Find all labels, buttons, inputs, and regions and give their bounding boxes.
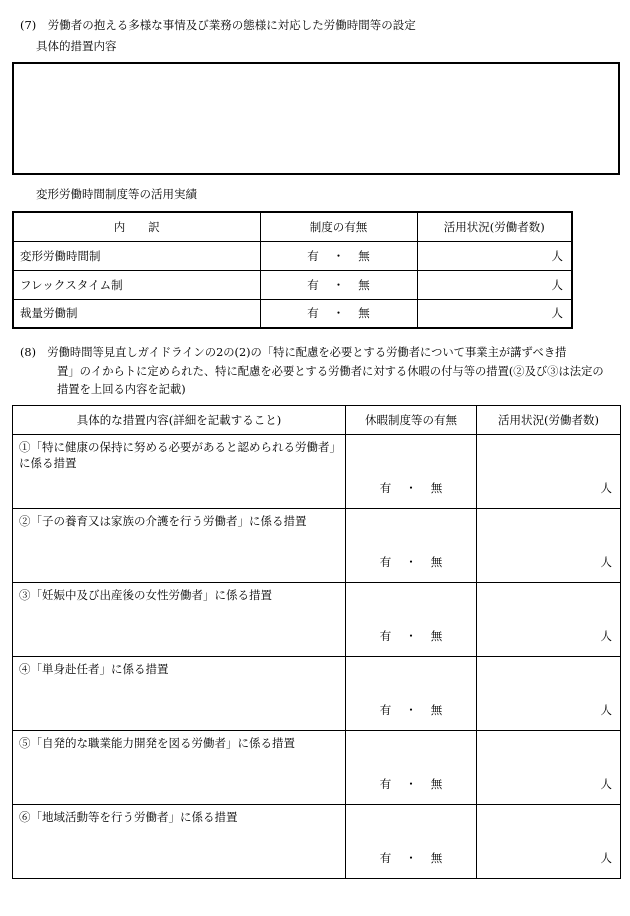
measures-text-box[interactable] bbox=[12, 62, 620, 175]
separator: ・ bbox=[405, 555, 417, 569]
table-row bbox=[13, 583, 621, 657]
header-leave-system: 休暇制度等の有無 bbox=[346, 406, 477, 435]
measure-label: ⑥「地域活動等を行う労働者」に係る措置 bbox=[19, 810, 238, 824]
measure-cell[interactable] bbox=[13, 435, 346, 509]
unit-label: 人 bbox=[551, 248, 563, 263]
header-system: 制度の有無 bbox=[260, 212, 417, 241]
yes-option[interactable]: 有 bbox=[379, 629, 392, 643]
worker-count-field[interactable] bbox=[477, 657, 621, 731]
yes-option[interactable]: 有 bbox=[379, 555, 392, 569]
yes-option[interactable]: 有 bbox=[307, 248, 319, 263]
worker-count-field[interactable] bbox=[417, 270, 572, 299]
section8-line3: 措置を上回る内容を記載) bbox=[57, 383, 186, 396]
flex-work-table bbox=[12, 211, 573, 329]
worker-count-field[interactable] bbox=[477, 583, 621, 657]
table-row bbox=[13, 435, 621, 509]
no-option[interactable]: 無 bbox=[358, 306, 370, 321]
unit-label: 人 bbox=[600, 703, 612, 717]
no-option[interactable]: 無 bbox=[430, 703, 443, 717]
worker-count-field[interactable] bbox=[477, 731, 621, 805]
section8-line1: (8) 労働時間等見直しガイドラインの2の(2)の「特に配慮を必要とする労働者について事業主が講ずべき措 bbox=[20, 346, 567, 359]
unit-label: 人 bbox=[600, 851, 612, 865]
no-option[interactable]: 無 bbox=[430, 851, 443, 865]
measure-label: ⑤「自発的な職業能力開発を図る労働者」に係る措置 bbox=[19, 736, 295, 750]
separator: ・ bbox=[332, 277, 345, 292]
worker-count-field[interactable] bbox=[477, 509, 621, 583]
table-row bbox=[13, 270, 572, 299]
unit-label: 人 bbox=[600, 481, 612, 495]
measure-cell[interactable] bbox=[13, 731, 346, 805]
results-heading: 変形労働時間制度等の活用実績 bbox=[36, 187, 197, 201]
section8-line2: 置」のイからトに定められた、特に配慮を必要とする労働者に対する休暇の付与等の措置(②及び③は法定の bbox=[57, 365, 604, 378]
section7-title: (7) 労働者の抱える多様な事情及び業務の態様に対応した労働時間等の設定 bbox=[20, 18, 416, 32]
worker-count-field[interactable] bbox=[477, 805, 621, 879]
header-usage: 活用状況(労働者数) bbox=[417, 212, 572, 241]
worker-count-field[interactable] bbox=[417, 299, 572, 328]
yes-no-choice[interactable] bbox=[346, 435, 477, 509]
table-header-row bbox=[13, 406, 621, 435]
yes-option[interactable]: 有 bbox=[379, 777, 392, 791]
separator: ・ bbox=[405, 629, 417, 643]
measure-label: ①「特に健康の保持に努める必要があると認められる労働者」に係る措置 bbox=[19, 440, 336, 470]
measure-cell[interactable] bbox=[13, 583, 346, 657]
unit-label: 人 bbox=[600, 555, 612, 569]
header-measures: 具体的な措置内容(詳細を記載すること) bbox=[13, 406, 346, 435]
no-option[interactable]: 無 bbox=[430, 777, 443, 791]
table-row bbox=[13, 299, 572, 328]
separator: ・ bbox=[405, 481, 417, 495]
table-row bbox=[13, 805, 621, 879]
yes-no-choice[interactable] bbox=[260, 270, 417, 299]
separator: ・ bbox=[332, 248, 345, 263]
header-breakdown: 内 訳 bbox=[13, 212, 260, 241]
yes-option[interactable]: 有 bbox=[379, 481, 392, 495]
yes-no-choice[interactable] bbox=[346, 657, 477, 731]
yes-no-choice[interactable] bbox=[346, 731, 477, 805]
row-label: フレックスタイム制 bbox=[13, 270, 260, 299]
table-row bbox=[13, 241, 572, 270]
yes-no-choice[interactable] bbox=[260, 299, 417, 328]
header-usage: 活用状況(労働者数) bbox=[477, 406, 621, 435]
yes-no-choice[interactable] bbox=[346, 509, 477, 583]
yes-option[interactable]: 有 bbox=[379, 703, 392, 717]
table-header-row bbox=[13, 212, 572, 241]
no-option[interactable]: 無 bbox=[430, 629, 443, 643]
unit-label: 人 bbox=[551, 306, 563, 321]
row-label: 裁量労働制 bbox=[13, 299, 260, 328]
measure-cell[interactable] bbox=[13, 509, 346, 583]
row-label: 変形労働時間制 bbox=[13, 241, 260, 270]
yes-option[interactable]: 有 bbox=[379, 851, 392, 865]
no-option[interactable]: 無 bbox=[358, 248, 370, 263]
unit-label: 人 bbox=[600, 629, 612, 643]
separator: ・ bbox=[405, 851, 417, 865]
yes-option[interactable]: 有 bbox=[307, 306, 319, 321]
unit-label: 人 bbox=[551, 277, 563, 292]
no-option[interactable]: 無 bbox=[430, 481, 443, 495]
worker-count-field[interactable] bbox=[417, 241, 572, 270]
worker-count-field[interactable] bbox=[477, 435, 621, 509]
measure-cell[interactable] bbox=[13, 657, 346, 731]
table-row bbox=[13, 731, 621, 805]
no-option[interactable]: 無 bbox=[430, 555, 443, 569]
yes-no-choice[interactable] bbox=[346, 805, 477, 879]
no-option[interactable]: 無 bbox=[358, 277, 370, 292]
measure-label: ②「子の養育又は家族の介護を行う労働者」に係る措置 bbox=[19, 514, 307, 528]
yes-no-choice[interactable] bbox=[260, 241, 417, 270]
measure-label: ③「妊娠中及び出産後の女性労働者」に係る措置 bbox=[19, 588, 272, 602]
table-row bbox=[13, 657, 621, 731]
yes-option[interactable]: 有 bbox=[307, 277, 319, 292]
unit-label: 人 bbox=[600, 777, 612, 791]
yes-no-choice[interactable] bbox=[346, 583, 477, 657]
table-row bbox=[13, 509, 621, 583]
measure-label: ④「単身赴任者」に係る措置 bbox=[19, 662, 169, 676]
separator: ・ bbox=[332, 306, 345, 321]
special-care-table bbox=[12, 405, 621, 879]
separator: ・ bbox=[405, 703, 417, 717]
separator: ・ bbox=[405, 777, 417, 791]
section7-subtitle: 具体的措置内容 bbox=[36, 39, 117, 53]
measure-cell[interactable] bbox=[13, 805, 346, 879]
